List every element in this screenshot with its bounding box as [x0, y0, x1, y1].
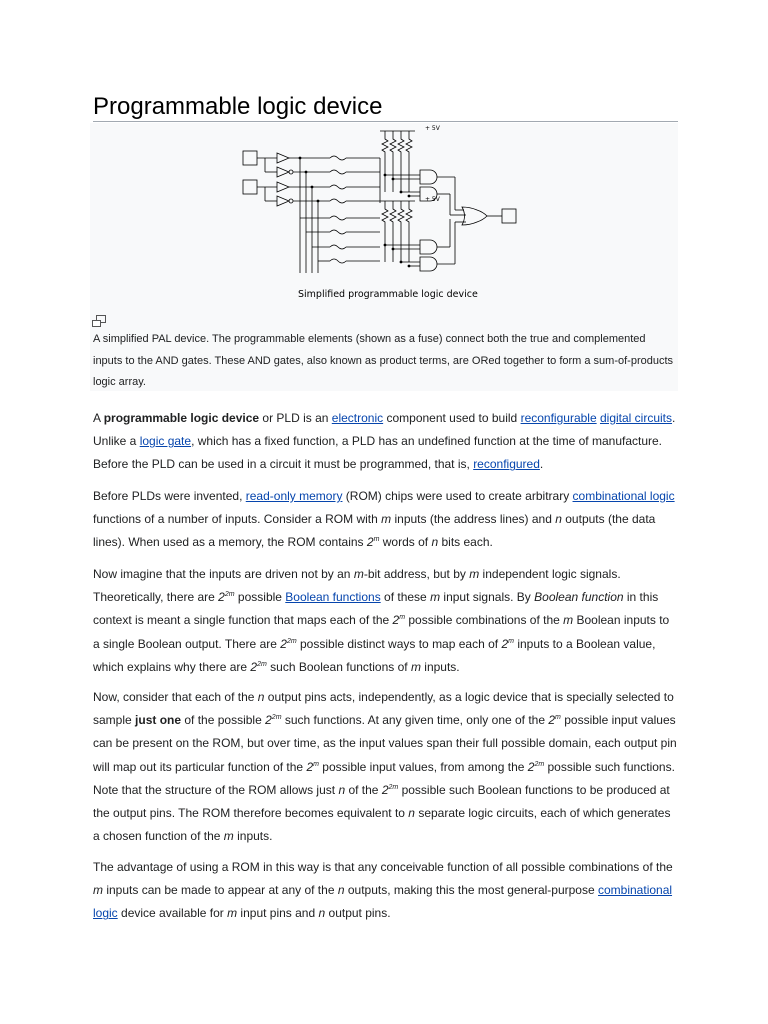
link-combinational-logic-2[interactable]: combinational logic — [93, 883, 673, 921]
figure-thumbnail — [90, 123, 678, 391]
voltage-label-top: + 5V — [425, 125, 440, 132]
link-reconfigured[interactable]: reconfigured — [473, 457, 540, 472]
link-reconfigurable[interactable]: reconfigurable — [520, 411, 597, 425]
figure-caption: A simplified PAL device. The programmable elements (shown as a fuse) connect both the true and complemented inputs to the AND gates. These AND gates, also known as product terms, are ORed together to form a sum-of-products logic array. — [93, 333, 674, 388]
paragraph-intro: A programmable logic device or PLD is an electronic component used to build reconfigurable digital circuits. Unlike a logic gate, which has a fixed function, a PLD has an undefined function at the time of manufacture. Before the PLD can be used in a circuit it must be programmed, that is, reconfigured. — [93, 411, 676, 472]
voltage-label-bottom: + 5V — [425, 196, 440, 203]
page-title: Programmable logic device — [93, 92, 678, 122]
paragraph-advantage: The advantage of using a ROM in this way is that any conceivable function of all possible combinations of the m inputs can be made to appear at any of the n outputs, making this the most general-purpose combinational logic device available for m input pins and n output pins. — [93, 860, 673, 921]
link-digital-circuits[interactable]: digital circuits — [599, 411, 673, 425]
paragraph-boolean: Now imagine that the inputs are driven not by an m-bit address, but by m independent logic signals. Theoretically, there are $2^{2m}$ possible Boolean functions of these m input signals. By Boolean function in this context is meant a single function that maps each of the 2$^m$ possible combinations of the m Boolean inputs to a single Boolean output. There are $2^{2m}$ possible distinct ways to map each of 2$^m$ inputs to a Boolean value, which explains why there are $2^{2m}$ such Boolean functions of m inputs. — [93, 567, 670, 674]
paragraph-rom: Before PLDs were invented, read-only memory (ROM) chips were used to create arbitrary combinational logic functions of a number of inputs. Consider a ROM with m inputs (the address lines) and n outputs (the data lines). When used as a memory, the ROM contains 2$^m$ words of n bits each. — [93, 489, 675, 550]
link-combinational-logic[interactable]: combinational logic — [572, 489, 675, 503]
link-electronic[interactable]: electronic — [331, 411, 384, 425]
diagram-caption: Simplified programmable logic device — [298, 289, 478, 300]
paragraph-output-pins: Now, consider that each of the n output pins acts, independently, as a logic device that is specially selected to sample just one of the possible $2^{2m}$ such functions. At any given time, only one of the 2$^m$ possible input values can be present on the ROM, but over time, as the input values span their full possible domain, each output pin will map out its particular function of the 2$^m$ possible input values, from among the $2^{2m}$ possible such functions. Note that the structure of the ROM allows just n of the $2^{2m}$ possible such Boolean functions to be produced at the output pins. The ROM therefore becomes equivalent to n separate logic circuits, each of which generates a chosen function of the m inputs. — [93, 690, 677, 844]
enlarge-icon[interactable] — [92, 315, 106, 327]
link-logic-gate[interactable]: logic gate — [139, 434, 192, 449]
pld-circuit-diagram[interactable] — [240, 123, 540, 308]
link-boolean-functions[interactable]: Boolean functions — [285, 590, 381, 605]
link-read-only-memory[interactable]: read-only memory — [245, 489, 343, 503]
